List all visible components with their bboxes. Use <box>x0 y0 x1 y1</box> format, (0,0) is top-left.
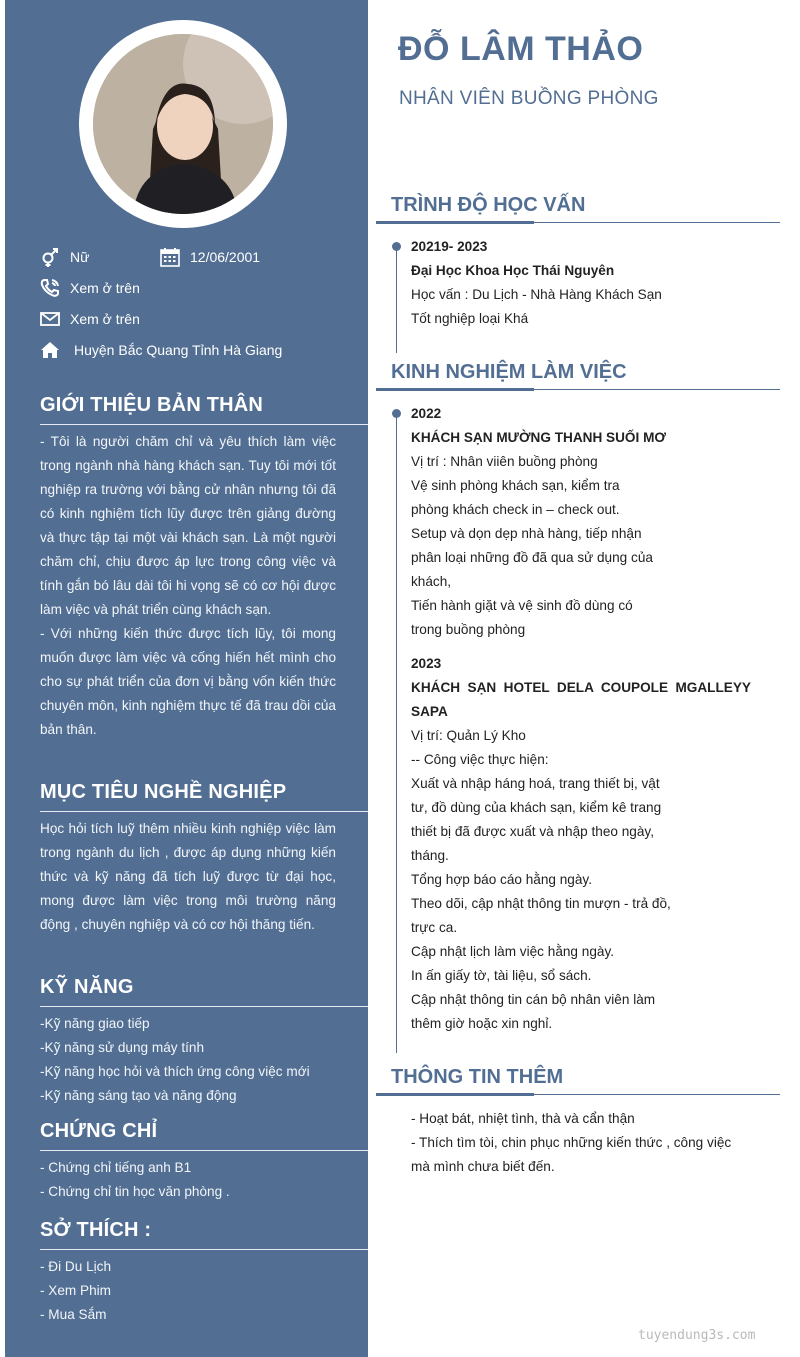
list-item: -Kỹ năng sáng tạo và năng động <box>40 1088 237 1103</box>
gender-value: Nữ <box>70 249 90 265</box>
address-value: Huyện Bắc Quang Tỉnh Hà Giang <box>74 342 283 358</box>
job-line: Cập nhật lịch làm việc hằng ngày. <box>411 944 615 959</box>
list-item: -Kỹ năng giao tiếp <box>40 1016 150 1031</box>
about-paragraph-1: - Tôi là người chăm chỉ và yêu thích làm việc trong ngành nhà hàng khách sạn. Tuy tôi mới tốt nghiệp ra trường với bằng cử nhân nhưng tôi đã có kinh nghiệm tích lũy được trên giảng đường và thực tập tại một vài khách sạn. Là một người chăm chỉ, chịu được áp lực trong công việc và tính gắn bó lâu dài tôi hi vọng sẽ có cơ hội được làm việc và phát triển cùng khách sạn. <box>40 434 336 617</box>
phone-row <box>40 278 140 298</box>
experience-timeline <box>396 413 397 1053</box>
job-line: -- Công việc thực hiện: <box>411 752 549 767</box>
additional-text <box>411 1107 761 1179</box>
about-title: GIỚI THIỆU BẢN THÂN <box>40 394 264 416</box>
job-line: thiết bị đã được xuất và nhập theo ngày, <box>411 824 654 839</box>
envelope-icon <box>40 309 60 329</box>
additional-title: THÔNG TIN THÊM <box>391 1066 564 1088</box>
education-school: Đại Học Khoa Học Thái Nguyên <box>411 263 615 278</box>
list-item: - Mua Sắm <box>40 1307 107 1322</box>
dob-value: 12/06/2001 <box>190 249 261 265</box>
candidate-name: ĐỖ LÂM THẢO <box>398 30 644 68</box>
job-line: Theo dõi, cập nhật thông tin mượn - trả đồ, <box>411 896 671 911</box>
list-item: -Kỹ năng sử dụng máy tính <box>40 1040 205 1055</box>
list-item: - Xem Phim <box>40 1283 112 1298</box>
job-line: thêm giờ hoặc xin nghỉ. <box>411 1016 553 1031</box>
timeline-dot <box>392 242 401 251</box>
additional-line: mà mình chưa biết đến. <box>411 1159 555 1174</box>
education-grade: Tốt nghiệp loại Khá <box>411 311 529 326</box>
job-line: Tiến hành giặt và vệ sinh đồ dùng có <box>411 598 633 613</box>
list-item: - Chứng chỉ tin học văn phòng . <box>40 1184 230 1199</box>
avatar-frame <box>79 20 287 228</box>
additional-line: - Thích tìm tòi, chin phục những kiến thức , công việc <box>411 1135 732 1150</box>
job-line: khách, <box>411 574 452 589</box>
additional-divider-accent <box>376 1093 534 1096</box>
job-title: NHÂN VIÊN BUỒNG PHÒNG <box>399 88 659 109</box>
job-line: Setup và dọn dẹp nhà hàng, tiếp nhận <box>411 526 642 541</box>
email-row <box>40 309 140 329</box>
phone-icon <box>40 278 60 298</box>
experience-entry-1 <box>411 402 751 642</box>
certificates-list <box>40 1156 350 1204</box>
objective-text: Học hỏi tích luỹ thêm nhiều kinh nghiệp việc làm trong ngành du lịch , được áp dụng những kiến thức và kỹ năng đã tích luỹ được từ đại học, mong được làm việc trong môi trường năng động , chuyên nghiệp và có cơ hội thăng tiến. <box>40 821 336 932</box>
certificates-title: CHỨNG CHỈ <box>40 1120 158 1142</box>
job-line: trực ca. <box>411 920 458 935</box>
hobbies-list <box>40 1255 350 1327</box>
certificates-divider <box>40 1150 368 1151</box>
job-line: tháng. <box>411 848 449 863</box>
sidebar <box>5 0 368 1357</box>
education-entry <box>411 235 751 331</box>
calendar-icon <box>160 247 180 267</box>
job-line: Vị trí : Nhân viiên buồng phòng <box>411 454 598 469</box>
education-timeline <box>396 246 397 353</box>
skills-title: KỸ NĂNG <box>40 976 134 998</box>
education-major: Học vấn : Du Lịch - Nhà Hàng Khách Sạn <box>411 287 662 302</box>
dob-row <box>160 247 260 267</box>
job-year: 2022 <box>411 406 442 421</box>
timeline-dot <box>392 409 401 418</box>
home-icon <box>40 340 60 360</box>
job-line: trong buồng phòng <box>411 622 526 637</box>
education-period: 20219- 2023 <box>411 239 488 254</box>
job-line: Vị trí: Quản Lý Kho <box>411 728 526 743</box>
skills-divider <box>40 1006 368 1007</box>
experience-title: KINH NGHIỆM LÀM VIỆC <box>391 361 627 383</box>
job-year: 2023 <box>411 656 442 671</box>
job-line: Cập nhật thông tin cán bộ nhân viên làm <box>411 992 656 1007</box>
job-line: In ấn giấy tờ, tài liệu, sổ sách. <box>411 968 592 983</box>
objective-divider <box>40 811 368 812</box>
skills-list <box>40 1012 350 1108</box>
experience-divider-accent <box>376 388 534 391</box>
address-row <box>40 340 282 360</box>
gender-row <box>40 247 89 267</box>
hobbies-title: SỞ THÍCH : <box>40 1219 152 1241</box>
list-item: -Kỹ năng học hỏi và thích ứng công việc mới <box>40 1064 310 1079</box>
job-line: Xuất và nhập háng hoá, trang thiết bị, vật <box>411 776 660 791</box>
experience-entry-2 <box>411 652 751 1036</box>
job-line: phân loại những đồ đã qua sử dụng của <box>411 550 653 565</box>
about-divider <box>40 424 368 425</box>
list-item: - Chứng chỉ tiếng anh B1 <box>40 1160 192 1175</box>
job-line: Vệ sinh phòng khách sạn, kiểm tra <box>411 478 620 493</box>
job-line: tư, đồ dùng của khách sạn, kiểm kê trang <box>411 800 662 815</box>
job-line: phòng khách check in – check out. <box>411 502 620 517</box>
avatar <box>93 34 273 214</box>
job-company: KHÁCH SẠN HOTEL DELA COUPOLE MGALLEYY <box>411 680 751 695</box>
job-line: Tổng hợp báo cáo hằng ngày. <box>411 872 592 887</box>
about-text <box>40 430 336 742</box>
hobbies-divider <box>40 1249 368 1250</box>
gender-icon <box>40 247 60 267</box>
watermark: tuyendung3s.com <box>638 1328 756 1343</box>
additional-line: - Hoạt bát, nhiệt tình, thà và cẩn thận <box>411 1111 635 1126</box>
education-divider-accent <box>376 221 534 224</box>
phone-value: Xem ở trên <box>70 280 140 296</box>
job-company-continued: SAPA <box>411 704 448 719</box>
email-value: Xem ở trên <box>70 311 140 327</box>
list-item: - Đi Du Lịch <box>40 1259 112 1274</box>
about-paragraph-2: - Với những kiến thức được tích lũy, tôi mong muốn được làm việc và cống hiến hết mình cho cho sự phát triển của đơn vị bằng vốn kiến thức chuyên môn, kinh nghiệm thực tế đã trau dồi của bản thân. <box>40 626 336 737</box>
job-company: KHÁCH SẠN MƯỜNG THANH SUỐI MƠ <box>411 430 666 445</box>
objective-title: MỤC TIÊU NGHỀ NGHIỆP <box>40 781 287 803</box>
education-title: TRÌNH ĐỘ HỌC VẤN <box>391 194 586 216</box>
